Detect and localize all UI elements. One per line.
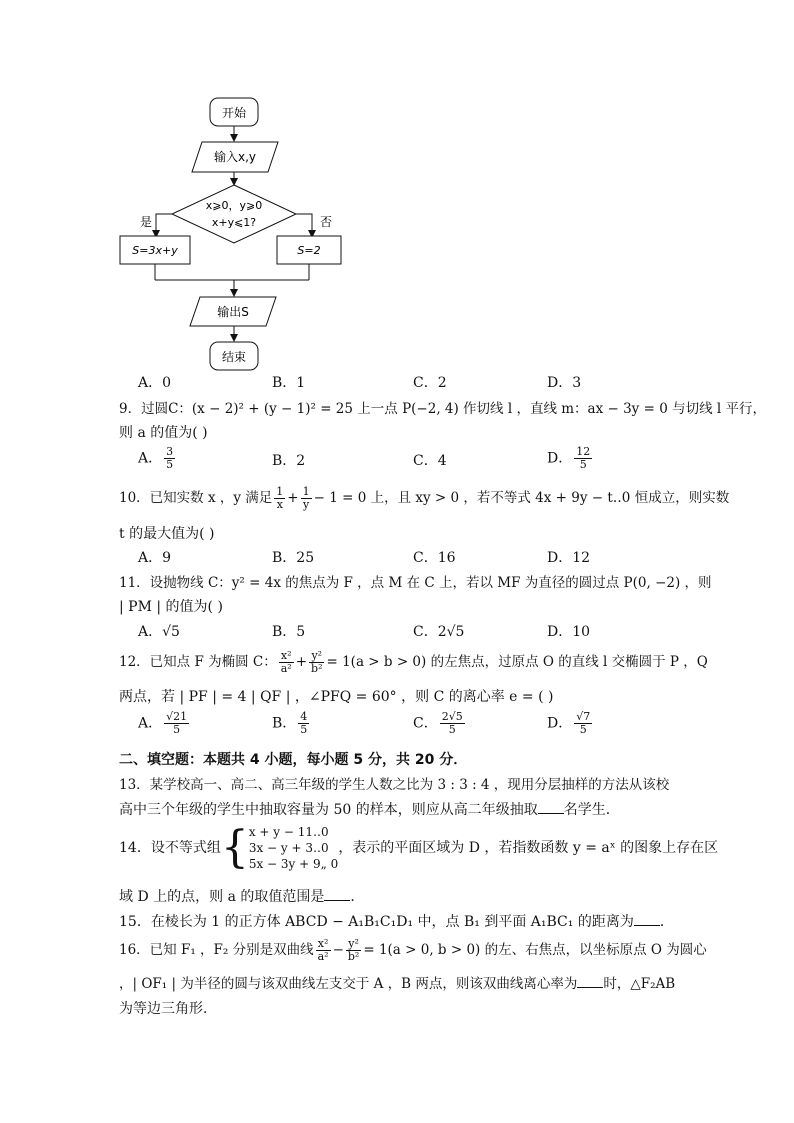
q10-line2: t 的最大值为( ) — [119, 526, 215, 542]
q8-option-c: C．2 — [413, 375, 447, 391]
q11-option-d: D．10 — [547, 624, 591, 640]
q10-option-c: C．16 — [413, 550, 456, 566]
q9-option-b: B．2 — [272, 453, 306, 469]
q8-option-d: D．3 — [547, 375, 582, 391]
q12-option-a: A． $\frac{√21}{5}$ — [138, 710, 188, 736]
q11-option-b: B．5 — [272, 624, 306, 640]
q8-option-b: B．1 — [272, 375, 306, 391]
no-label: 否 — [320, 215, 333, 229]
q12-option-d: D． $\frac{√7}{5}$ — [547, 710, 591, 736]
q10-option-b: B．25 — [272, 550, 315, 566]
q12-option-b: B． $\frac{4}{5}$ — [272, 710, 308, 736]
flowchart — [100, 90, 360, 380]
q8-option-a: A．0 — [138, 375, 172, 391]
q14-line1: 14．设不等式组{ x + y − 11‥0 3x − y + 3‥0 5x − 3y + 9„ 0 ，表示的平面区域为 D ，若指数函数 y = aˣ 的图象上存在区 — [119, 822, 719, 873]
q16-line2: ，| OF₁ | 为半径的圆与该双曲线左支交于 A ，B 两点，则该双曲线离心率为 时，△F₂AB — [119, 976, 676, 992]
q9-option-a: A． $\frac{3}{5}$ — [138, 445, 174, 471]
q12-option-c: C． $\frac{2√5}{5}$ — [413, 710, 463, 736]
yes-box-label: S=3x+y — [132, 244, 178, 257]
q10-option-a: A．9 — [138, 550, 172, 566]
q14-line2: 域 D 上的点，则 a 的取值范围是 ． — [119, 889, 365, 905]
condition-line2: x+y⩽1? — [211, 216, 257, 229]
q15-line: 15．在棱长为 1 的正方体 ABCD − A₁B₁C₁D₁ 中，点 B₁ 到平面 A₁BC₁ 的距离为 ． — [119, 914, 674, 930]
q12-line2: 两点，若 | PF | = 4 | QF | ，∠PFQ = 60° ，则 C 的离心率 e = ( ) — [119, 689, 554, 705]
section-title-fill-in: 二、填空题：本题共 4 小题，每小题 5 分，共 20 分． — [119, 752, 468, 768]
q11-option-c: C．2√5 — [413, 624, 465, 640]
output-label: 输出S — [217, 305, 249, 319]
yes-label: 是 — [140, 215, 153, 229]
q16-line1: 16．已知 F₁ ，F₂ 分别是双曲线 $\frac{\text{x²}}{\text{a²}}$ − $\frac{\text{y²}}{\text{b²}}$ = 1(a > 0, b > 0) 的左、右焦点，以坐标原点 O 为圆心 — [119, 937, 707, 963]
q9-line1: 9．过圆C：(x − 2)² + (y − 1)² = 25 上一点 P(−2, 4) 作切线 l ，直线 m：ax − 3y = 0 与切线 l 平行， — [119, 401, 766, 417]
q10-option-d: D．12 — [547, 550, 591, 566]
answer-blank — [324, 888, 350, 901]
q9-line2: 则 a 的值为( ) — [119, 425, 208, 441]
condition-line1: x⩾0，y⩾0 — [205, 199, 263, 212]
q10-line1: 10．已知实数 x ，y 满足 $\frac{1}{x}$ + $\frac{1}{y}$ − 1 = 0 上，且 xy > 0 ，若不等式 4x + 9y − t‥0 恒成立，则实数 — [119, 485, 730, 511]
q13-line2: 高中三个年级的学生中抽取容量为 50 的样本，则应从高二年级抽取 名学生． — [119, 802, 620, 818]
answer-blank — [577, 975, 603, 988]
q9-option-d: D． $\frac{12}{5}$ — [547, 445, 591, 471]
no-box-label: S=2 — [297, 244, 321, 257]
q9-option-c: C．4 — [413, 453, 447, 469]
q11-line1: 11．设抛物线 C：y² = 4x 的焦点为 F ，点 M 在 C 上，若以 MF 为直径的圆过点 P(0, −2) ，则 — [119, 575, 712, 591]
q11-option-a: A．√5 — [138, 624, 180, 640]
q16-line3: 为等边三角形． — [119, 1001, 217, 1017]
input-label: 输入x,y — [213, 150, 257, 164]
answer-blank — [538, 801, 564, 814]
q11-line2: | PM | 的值为( ) — [119, 599, 223, 615]
condition-node — [172, 185, 296, 243]
q13-line1: 13．某学校高一、高二、高三年级的学生人数之比为 3 : 3 : 4 ，现用分层抽样的方法从该校 — [119, 777, 670, 793]
answer-blank — [634, 913, 660, 926]
start-label: 开始 — [221, 106, 247, 120]
end-label: 结束 — [221, 350, 247, 364]
q12-line1: 12．已知点 F 为椭圆 C： $\frac{\text{x²}}{\text{a²}}$ + $\frac{\text{y²}}{\text{b²}}$ = 1(a > b > 0) 的左焦点，过原点 O 的直线 l 交椭圆于 P ，Q — [119, 649, 708, 675]
